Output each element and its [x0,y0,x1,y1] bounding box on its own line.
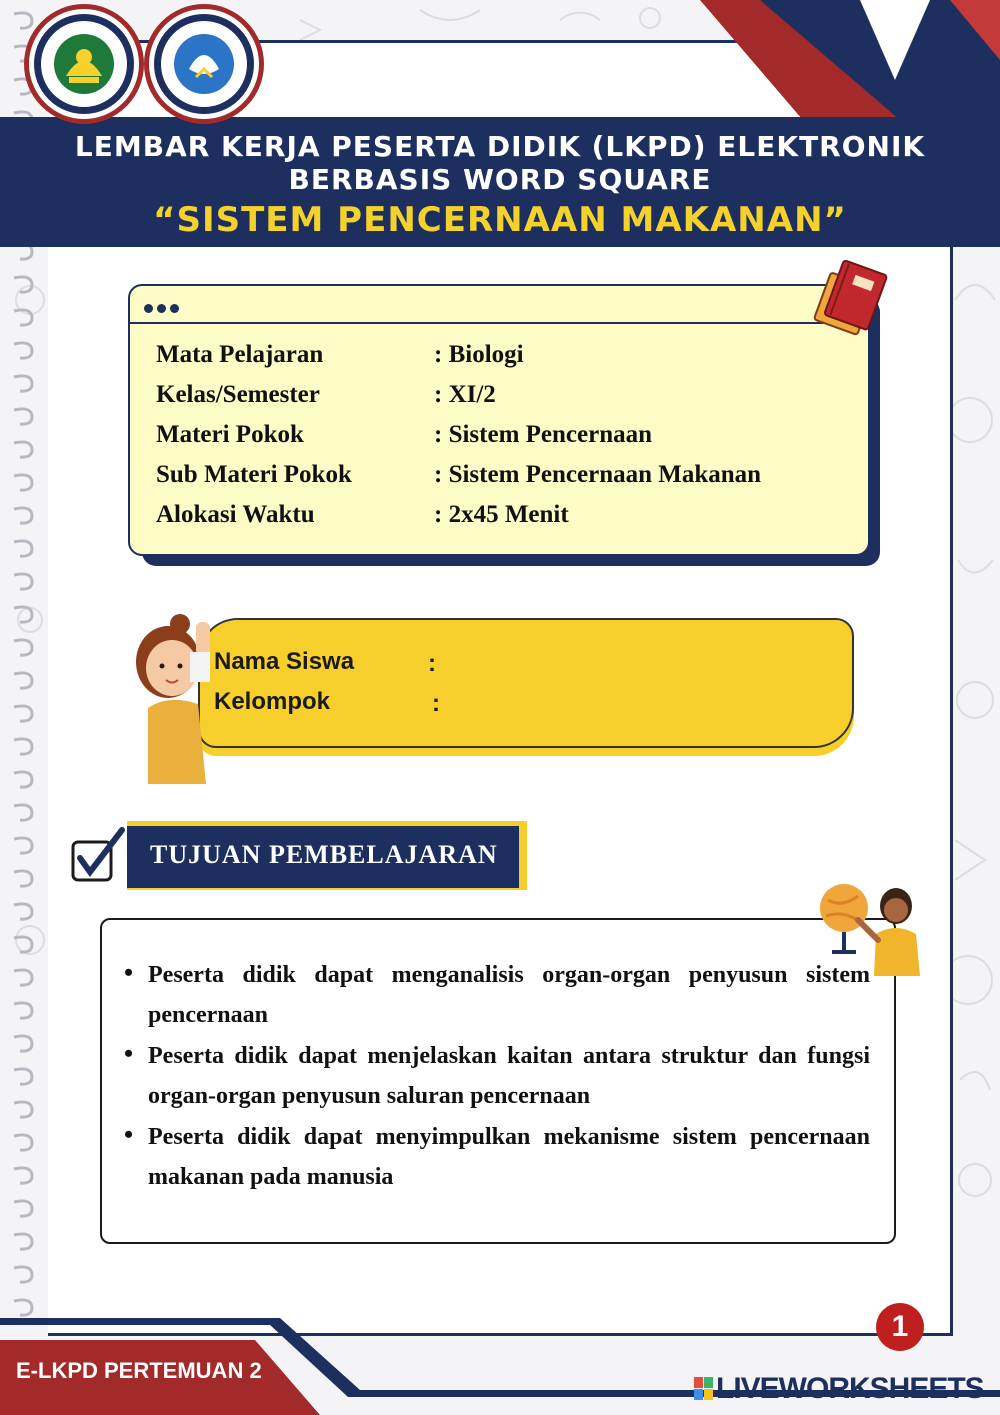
page-number-badge: 1 [876,1303,924,1351]
liveworksheets-logo-icon [694,1377,714,1401]
liveworksheets-watermark[interactable]: LIVEWORKSHEETS [716,1372,984,1405]
info-card [128,284,870,556]
info-label: Alokasi Waktu [156,501,315,528]
footer-meeting-label: E-LKPD PERTEMUAN 2 [16,1358,262,1383]
info-value: : Biologi [434,341,524,368]
info-label: Materi Pokok [156,421,304,448]
info-label: Sub Materi Pokok [156,461,352,488]
books-icon [810,252,900,342]
bullet-icon: • [124,1120,134,1149]
girl-pointing-illustration [128,612,218,792]
student-group-field[interactable]: : [432,690,440,717]
ministry-logo [154,14,254,114]
window-dots-icon [144,298,183,317]
bullet-icon: • [124,958,134,987]
student-name-field[interactable]: : [428,650,436,677]
objective-item: Peserta didik dapat menjelaskan kaitan antara struktur dan fungsi organ-organ penyusun saluran pencernaan [148,1043,870,1109]
header-title-line1: LEMBAR KERJA PESERTA DIDIK (LKPD) ELEKTRONIK [74,130,926,163]
student-card-outline [198,618,854,748]
header-title-line2: BERBASIS WORD SQUARE [288,163,712,196]
student-name-label: Nama Siswa [214,648,355,675]
info-label: Kelas/Semester [156,381,320,408]
info-value: : 2x45 Menit [434,501,569,528]
objectives-heading: TUJUAN PEMBELAJARAN [150,840,498,869]
info-value: : Sistem Pencernaan [434,421,653,448]
student-group-label: Kelompok [214,688,331,715]
university-logo [34,14,134,114]
girl-globe-illustration [814,878,924,978]
bullet-icon: • [124,1039,134,1068]
header-topic-title: “SISTEM PENCERNAAN MAKANAN” [153,200,847,240]
objective-item: Peserta didik dapat menganalisis organ-organ penyusun sistem pencernaan [148,962,870,1028]
objective-item: Peserta didik dapat menyimpulkan mekanisme sistem pencernaan makanan pada manusia [148,1124,870,1190]
info-value: : XI/2 [434,381,496,408]
checkbox-checked-icon [70,826,130,886]
info-label: Mata Pelajaran [156,341,324,368]
info-value: : Sistem Pencernaan Makanan [434,461,762,488]
info-card-titlebar [130,286,868,324]
